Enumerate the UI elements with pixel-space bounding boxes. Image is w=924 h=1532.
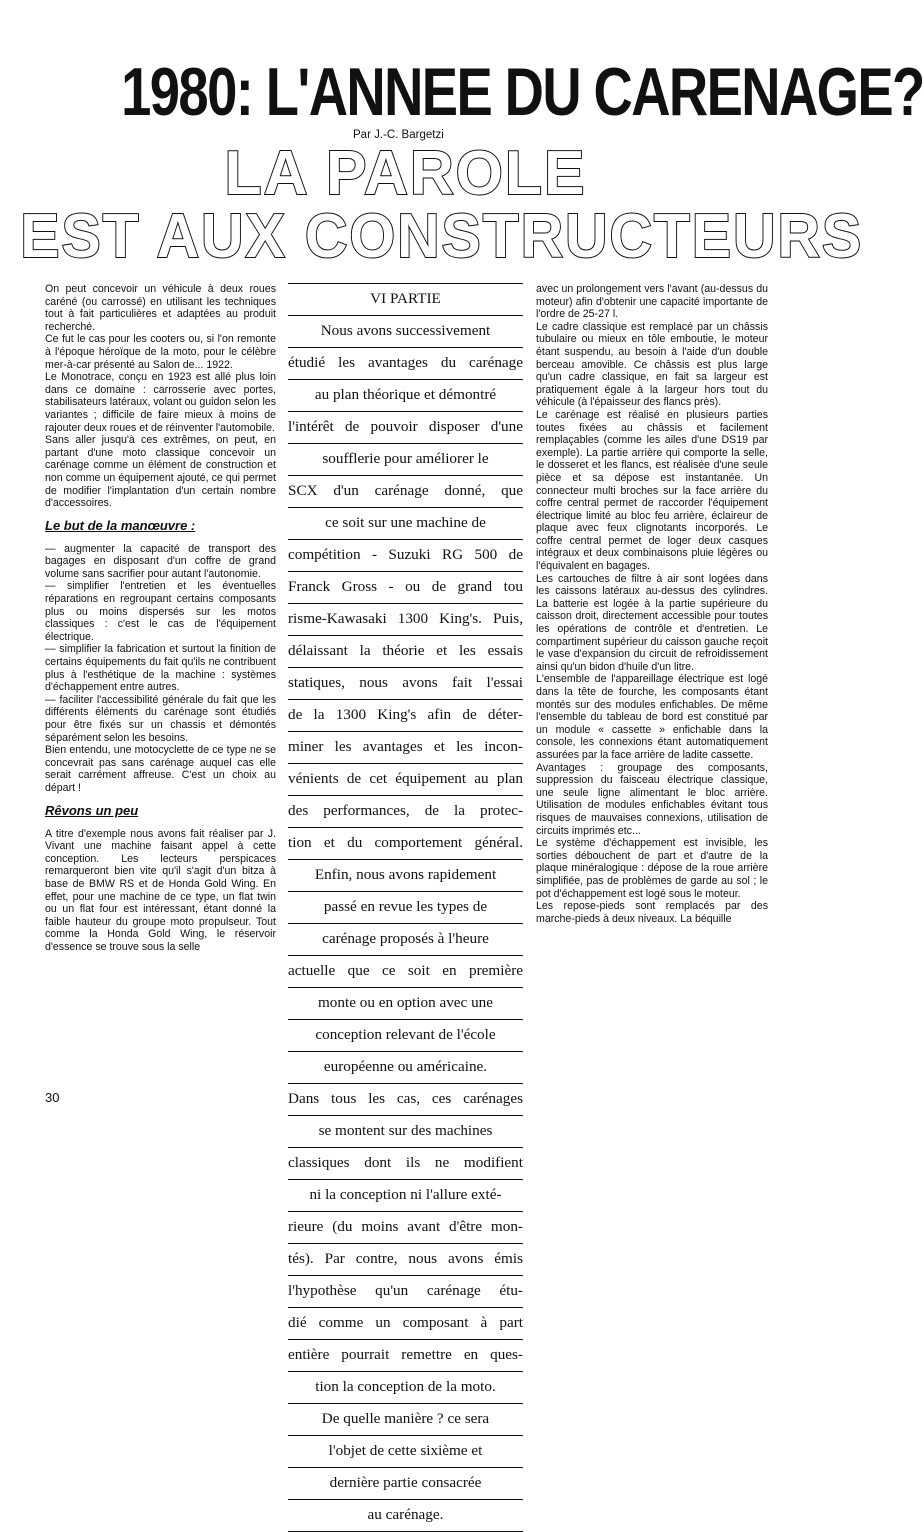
intro-line: tion et du comportement général. xyxy=(288,828,523,860)
section-heading: Le but de la manœuvre : xyxy=(45,517,196,533)
bullet-item: — faciliter l'accessibilité générale du fait que les différents éléments du carénage sont étudiés pour être fixés sur un chassis et démontés séparément selon les besoins. xyxy=(45,693,276,744)
subtitle-line-1: LA PAROLE xyxy=(224,139,587,208)
intro-line: au plan théorique et démontré xyxy=(288,380,523,412)
intro-line: délaissant la théorie et les essais xyxy=(288,636,523,668)
intro-line: monte ou en option avec une xyxy=(288,988,523,1020)
intro-line: Nous avons successivement xyxy=(288,316,523,348)
intro-line: des performances, de la protec- xyxy=(288,796,523,828)
intro-line: tés). Par contre, nous avons émis xyxy=(288,1244,523,1276)
intro-line: carénage proposés à l'heure xyxy=(288,924,523,956)
intro-line: dié comme un composant à part xyxy=(288,1308,523,1340)
intro-line: passé en revue les types de xyxy=(288,892,523,924)
paragraph: Sans aller jusqu'à ces extrêmes, on peut, en partant d'une moto classique concevoir un carénage comme un élément de construction et non comme un équipement ajouté, ce qui permet de modifier l'implantation d'un certain nombre d'accessoires. xyxy=(45,434,276,510)
section-heading: Rêvons un peu xyxy=(45,802,139,818)
middle-column xyxy=(288,283,523,1532)
intro-line: rieure (du moins avant d'être mon- xyxy=(288,1212,523,1244)
paragraph: Le carénage est réalisé en plusieurs parties toutes fixées au châssis et facilement remplaçables (comme les ailes d'une DS19 par exemple). La partie arrière qui comporte la selle, le dosseret et les flancs, est réalisée d'une seule pièce et sa dépose est instantanée. Un connecteur multi broches sur la face arrière du coffre central permet de raccorder l'équipement électrique limité au bloc feu arrière, éclaireur de plaque avec feux clignotants incorporés. Le coffre central permet de loger deux casques intégraux et deux combinaisons pluie légères ou l'équivalent en bagages. xyxy=(536,408,768,573)
intro-line: de la 1300 King's afin de déter- xyxy=(288,700,523,732)
intro-line: tion la conception de la moto. xyxy=(288,1372,523,1404)
intro-line: l'objet de cette sixième et xyxy=(288,1436,523,1468)
paragraph: Avantages : groupage des composants, suppression du faisceau électrique classique, une seule ligne alimentant le bloc arrière. Utilisation de modules enfichables évitant tous risques de mauvaises connexions, utilisation de circuits imprimés etc... xyxy=(536,761,768,837)
intro-line: ce soit sur une machine de xyxy=(288,508,523,540)
byline: Par J.-C. Bargetzi xyxy=(353,129,444,141)
intro-line: Enfin, nous avons rapidement xyxy=(288,860,523,892)
paragraph: avec un prolongement vers l'avant (au-dessus du moteur) afin d'obtenir une capacité importante de l'ordre de 25-27 l. xyxy=(536,283,768,321)
page-number: 30 xyxy=(45,1090,60,1105)
paragraph: Bien entendu, une motocyclette de ce type ne se concevrait pas sans carénage auquel cas elle serait carrément affreuse. C'est un choix au départ ! xyxy=(45,744,276,794)
intro-line: classiques dont ils ne modifient xyxy=(288,1148,523,1180)
bullet-item: — simplifier l'entretien et les éventuelles réparations en regroupant certains composants plus ou moins dispersés sur les motos classiques : c'est le cas de l'équipement électrique. xyxy=(45,580,276,643)
intro-line: actuelle que ce soit en première xyxy=(288,956,523,988)
intro-line: étudié les avantages du carénage xyxy=(288,348,523,380)
intro-line: européenne ou américaine. xyxy=(288,1052,523,1084)
intro-line: entière pourrait remettre en ques- xyxy=(288,1340,523,1372)
paragraph: Ce fut le cas pour les cooters ou, si l'on remonte à l'époque héroïque de la moto, pour le célèbre mer-à-car présenté au Salon de... 1922. xyxy=(45,333,276,371)
intro-line: compétition - Suzuki RG 500 de xyxy=(288,540,523,572)
paragraph: Le cadre classique est remplacé par un châssis tubulaire ou mieux en tôle emboutie, le moteur étant suspendu, au besoin à l'aide d'un double berceau amovible. Ce châssis est plus large qu'un cadre classique, en fait sa largeur est pratiquement égale à la largeur hors tout du véhicule (à l'épaisseur des flancs près). xyxy=(536,320,768,409)
paragraph: Le système d'échappement est invisible, les sorties débouchent de part et d'autre de la plaque minéralogique : dépose de la roue arrière simplifiée, pas de problèmes de garde au sol ; le pot d'échappement est logé sous le moteur. xyxy=(536,837,768,900)
intro-line: l'hypothèse qu'un carénage étu- xyxy=(288,1276,523,1308)
paragraph: Le Monotrace, conçu en 1923 est allé plus loin dans ce domaine : carrosserie avec portes, stabilisateurs latéraux, volant ou guidon selon les variantes ; difficile de faire mieux à moins de rajouter deux roues et de réinventer l'automobile. xyxy=(45,371,276,434)
intro-line: se montent sur des machines xyxy=(288,1116,523,1148)
paragraph: On peut concevoir un véhicule à deux roues caréné (ou carrossé) en utilisant les techniques tout à fait particulières et adaptées au produit recherché. xyxy=(45,283,276,333)
intro-line: risme-Kawasaki 1300 King's. Puis, xyxy=(288,604,523,636)
intro-line: l'intérêt de pouvoir disposer d'une xyxy=(288,412,523,444)
intro-line: au carénage. xyxy=(288,1500,523,1532)
bullet-item: — simplifier la fabrication et surtout la finition de certains équipements du fait qu'ils ne contribuent plus à l'esthétique de la machine : systèmes d'échappement entre autres. xyxy=(45,643,276,694)
paragraph: A titre d'exemple nous avons fait réaliser par J. Vivant une machine faisant appel à cette conception. Les lecteurs perspicaces remarqueront bien vite qu'il s'agit d'un bitza à base de BMW RS et de Honda Gold Wing. En effet, pour une machine de ce type, un flat twin ou un flat four est intéressant, étant donné la faible hauteur du groupe moto propulseur. Tout comme la Honda Gold Wing, le réservoir d'essence se trouve sous la selle xyxy=(45,827,276,953)
bullet-item: — augmenter la capacité de transport des bagages en disposant d'un coffre de grand volume sans sacrifier pour autant l'autonomie. xyxy=(45,542,276,580)
intro-line: vénients de cet équipement au plan xyxy=(288,764,523,796)
paragraph: Les cartouches de filtre à air sont logées dans les caissons latéraux au-dessus des cylindres. La batterie est logée à la partie supérieure du caisson droit, directement accessible pour toutes les opérations de contrôle et d'entretien. Le compartiment supérieur du caisson gauche reçoit le vase d'expansion du circuit de refroidissement ainsi qu'un bidon d'huile d'un litre. xyxy=(536,572,768,673)
part-heading: VI PARTIE xyxy=(288,283,523,316)
headline: 1980: L'ANNEE DU CARENAGE? xyxy=(121,54,924,130)
intro-line: miner les avantages et les incon- xyxy=(288,732,523,764)
intro-line: dernière partie consacrée xyxy=(288,1468,523,1500)
paragraph: Les repose-pieds sont remplacés par des marche-pieds à deux niveaux. La béquille xyxy=(536,900,768,925)
paragraph: L'ensemble de l'appareillage électrique est logé dans la tête de fourche, les composants étant montés sur des modules enfichables. De même l'ensemble du tableau de bord est constitué par un module « cassette » enfichable dans la console, les connexions étant automatiquement assurées par la face arrière de ladite cassette. xyxy=(536,673,768,761)
intro-line: statiques, nous avons fait l'essai xyxy=(288,668,523,700)
intro-line: Dans tous les cas, ces carénages xyxy=(288,1084,523,1116)
right-column xyxy=(536,283,768,925)
intro-line: SCX d'un carénage donné, que xyxy=(288,476,523,508)
subtitle-line-2: EST AUX CONSTRUCTEURS xyxy=(20,202,864,271)
intro-line: soufflerie pour améliorer le xyxy=(288,444,523,476)
intro-line: conception relevant de l'école xyxy=(288,1020,523,1052)
left-column xyxy=(45,283,276,954)
intro-line: ni la conception ni l'allure exté- xyxy=(288,1180,523,1212)
intro-line: De quelle manière ? ce sera xyxy=(288,1404,523,1436)
intro-line: Franck Gross - ou de grand tou xyxy=(288,572,523,604)
